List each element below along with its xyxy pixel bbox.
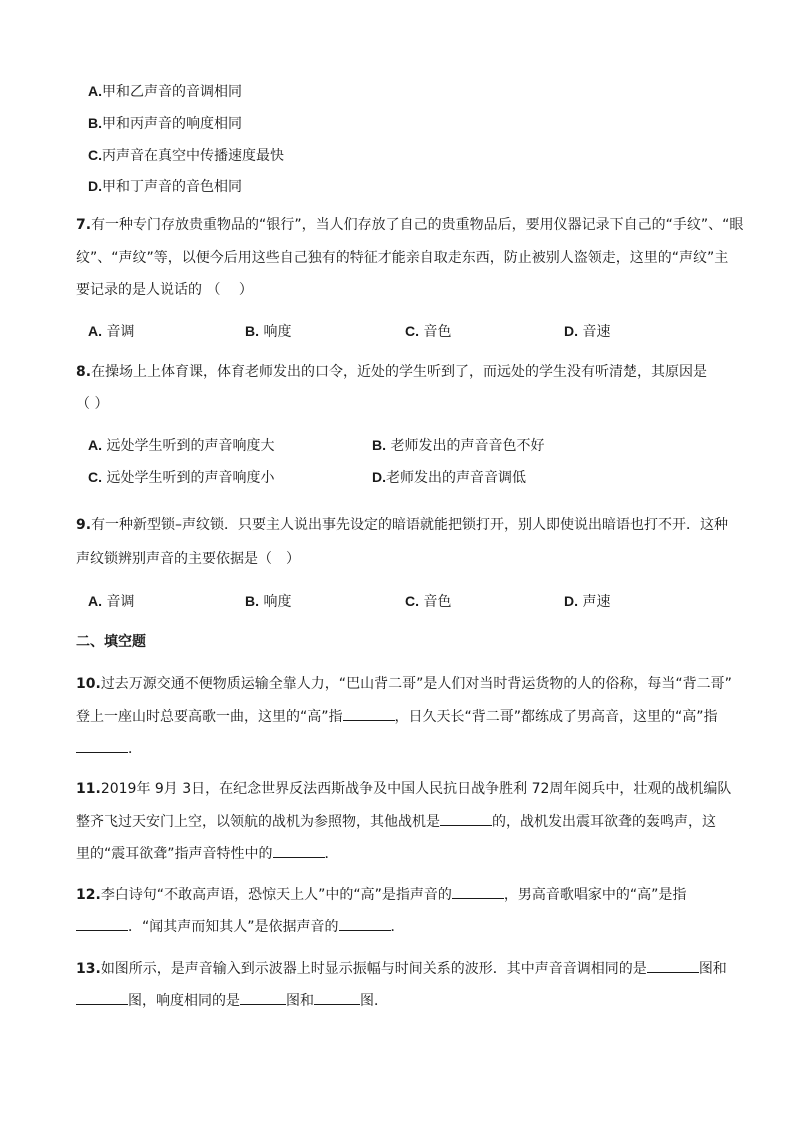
answer-blank[interactable] [76, 990, 128, 1005]
answer-blank[interactable] [343, 706, 395, 721]
q12-stem-line2: ．“闻其声而知其人”是依据声音的 ． [76, 916, 718, 937]
question-number: 8. [76, 364, 92, 380]
q8-option-b: B. 老师发出的声音音色不好 [372, 437, 545, 454]
question-number: 11. [76, 781, 101, 797]
answer-blank[interactable] [240, 990, 286, 1005]
q7-stem-line1: 7.有一种专门存放贵重物品的“银行”，当人们存放了自己的贵重物品后，要用仪器记录下自己的“手纹”、“眼 [76, 217, 744, 233]
prev-option-d: D.甲和丁声音的音色相同 [88, 178, 242, 195]
q7-stem-line2: 纹”、“声纹”等，以便今后用这些自己独有的特征才能亲自取走东西，防止被别人盗领走，这里的“声纹”主 [76, 250, 729, 266]
q10-stem-line2: 登上一座山时总要高歌一曲，这里的“高”指 ，日久天长“背二哥”都练成了男高音，这里的“高”指 [76, 706, 718, 727]
q10-stem-line1: 10.过去万源交通不便物质运输全靠人力，“巴山背二哥”是人们对当时背运货物的人的俗称，每当“背二哥” [76, 676, 732, 692]
q12-stem-line1: 12.李白诗句“不敢高声语，恐惊天上人”中的“高”是指声音的 ，男高音歌唱家中的“高”是指 [76, 884, 718, 905]
q9-stem-line1: 9.有一种新型锁–声纹锁．只要主人说出事先设定的暗语就能把锁打开，别人即使说出暗语也打不开．这种 [76, 517, 729, 533]
q11-stem-line3: 里的“震耳欲聋”指声音特性中的 ． [76, 843, 718, 864]
answer-blank[interactable] [647, 958, 699, 973]
section-heading: 二、填空题 [76, 634, 146, 650]
question-number: 9. [76, 517, 92, 533]
q7-option-c: C. 音色 [405, 323, 452, 340]
q7-stem-line3: 要记录的是人说话的 （ ） [76, 282, 253, 298]
prev-option-c: C.丙声音在真空中传播速度最快 [88, 147, 284, 164]
answer-blank[interactable] [76, 738, 128, 753]
q11-stem-line2: 整齐飞过天安门上空，以领航的战机为参照物，其他战机是 的，战机发出震耳欲聋的轰鸣声，这 [76, 811, 718, 832]
answer-blank[interactable] [440, 811, 492, 826]
q8-option-c: C. 远处学生听到的声音响度小 [88, 469, 275, 486]
prev-option-b: B.甲和丙声音的响度相同 [88, 115, 242, 132]
question-number: 12. [76, 887, 101, 903]
prev-option-a: A.甲和乙声音的音调相同 [88, 83, 242, 100]
q7-option-a: A. 音调 [88, 323, 135, 340]
q9-stem-line2: 声纹锁辨别声音的主要依据是（ ） [76, 551, 300, 567]
answer-blank[interactable] [273, 843, 325, 858]
q13-stem-line2: 图，响度相同的是 图和 图． [76, 990, 718, 1011]
answer-blank[interactable] [76, 916, 128, 931]
q13-stem-line1: 13.如图所示，是声音输入到示波器上时显示振幅与时间关系的波形．其中声音音调相同的是 图和 [76, 958, 718, 979]
q7-option-b: B. 响度 [245, 323, 292, 340]
answer-blank[interactable] [452, 884, 504, 899]
q9-option-a: A. 音调 [88, 593, 135, 610]
q10-stem-line3: ． [76, 738, 718, 759]
answer-blank[interactable] [339, 916, 391, 931]
q9-option-b: B. 响度 [245, 593, 292, 610]
q8-stem-line2: （ ） [76, 396, 109, 412]
question-number: 13. [76, 961, 101, 977]
question-number: 7. [76, 217, 92, 233]
q9-option-c: C. 音色 [405, 593, 452, 610]
q11-stem-line1: 11.2019年 9月 3日，在纪念世界反法西斯战争及中国人民抗日战争胜利 72周年阅兵中，壮观的战机编队 [76, 781, 732, 797]
question-number: 10. [76, 676, 101, 692]
q8-option-a: A. 远处学生听到的声音响度大 [88, 437, 275, 454]
q8-option-d: D.老师发出的声音音调低 [372, 469, 526, 486]
q8-stem-line1: 8.在操场上上体育课，体育老师发出的口令，近处的学生听到了，而远处的学生没有听清楚，其原因是 [76, 364, 708, 380]
q9-option-d: D. 声速 [564, 593, 611, 610]
q7-option-d: D. 音速 [564, 323, 611, 340]
answer-blank[interactable] [314, 990, 360, 1005]
